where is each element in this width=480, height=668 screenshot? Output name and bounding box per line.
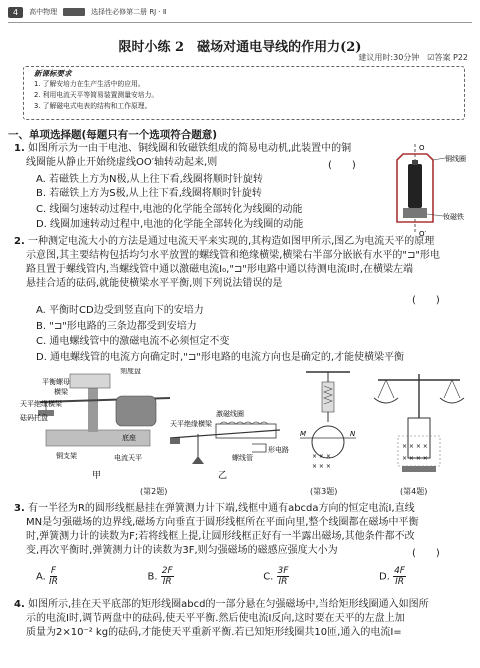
option-numerator: F <box>50 566 57 576</box>
label-circuit: 形电路 <box>268 446 289 454</box>
q2-line: 路且置于螺线管内,当螺线管中通以激磁电流I₀,"⊐"形电路中通以待测电流I时,在横梁左端 <box>26 264 414 275</box>
option-letter: D. <box>379 571 390 583</box>
q1-number: 1. <box>14 143 25 154</box>
label-nut: 平衡螺母 <box>42 378 70 386</box>
label-solenoid: 螺线管 <box>232 454 253 462</box>
fig-jia-label: 甲 <box>92 471 102 481</box>
q3-line: 变,再次平衡时,弹簧测力计的读数为3F,则匀强磁场的磁感应强度大小为 <box>26 545 338 556</box>
q4-line: 质量为2×10⁻² kg的砝码,才能使天平重新平衡.若已知矩形线圈共10匝,通入的电流I= <box>26 627 402 638</box>
q3-option-d <box>379 566 406 587</box>
title-meta <box>358 52 468 63</box>
q3-line: 时,弹簧测力计的读数为F;若将线框上提,让圆形线框正好有一半露出磁场,其他条件都不改 <box>26 531 415 542</box>
label-excitation-coil: 激磁线圈 <box>216 410 244 418</box>
q3-line: MN是匀强磁场的边界线,磁场方向垂直于圆形线框所在平面向里,整个线圈都在磁场中平衡 <box>26 517 419 528</box>
page-title: 限时小练 2 磁场对通电导线的作用力(2) <box>118 40 362 55</box>
option-numerator: 3F <box>277 566 289 576</box>
option-denominator: IR <box>162 577 172 587</box>
q3-option-b <box>148 566 174 587</box>
header-divider <box>8 22 472 23</box>
svg-text:× × ×: × × × <box>312 463 331 470</box>
caption-q3: (第3题) <box>310 487 338 496</box>
label-dial: 刻度盘 <box>120 368 141 375</box>
option-denominator: IR <box>49 577 58 587</box>
option-numerator: 2F <box>161 566 173 576</box>
q2-answer-paren: ( ) <box>412 295 440 306</box>
q1-text <box>14 142 351 170</box>
book-logo <box>63 8 85 16</box>
q4-text <box>14 598 429 640</box>
q2-option-b: B. "⊐"形电路的三条边都受到安培力 <box>36 321 197 332</box>
q2-text <box>14 235 474 291</box>
magnet-label: 钕磁铁 <box>443 213 464 221</box>
q1-option-b: B. 若磁铁上方为S极,从上往下看,线圈将顺时针旋转 <box>36 188 262 199</box>
caption-q4: (第4题) <box>400 487 428 496</box>
q3-option-a <box>36 566 58 587</box>
svg-text:M: M <box>300 430 307 438</box>
axis-label-top: O <box>419 144 425 152</box>
goal-item: 2. 利用电流天平等简易装置测量安培力。 <box>34 91 159 99</box>
q3-options <box>36 566 466 587</box>
q4-line: 如图所示,挂在天平底部的矩形线圈abcd的一部分悬在匀强磁场中,当给矩形线圈通入如图所 <box>27 599 429 610</box>
running-header <box>8 5 166 19</box>
q2-line: 悬挂合适的砝码,就能使横梁水平平衡,则下列说法错误的是 <box>26 278 283 289</box>
fig-yi-label: 乙 <box>218 471 228 481</box>
q1-line2: 线圈能从静止开始绕虚线OO′轴转动起来,则 <box>26 157 218 168</box>
label-beam: 横梁 <box>54 388 68 396</box>
option-letter: A. <box>36 571 46 583</box>
label-balance: 电流天平 <box>114 454 142 462</box>
q2-current-balance-figure <box>20 368 290 486</box>
q1-answer-paren: ( ) <box>328 160 356 171</box>
label-insulated-beam-b: 天平绝缘横梁 <box>170 420 212 428</box>
q3-number: 3. <box>14 503 25 514</box>
q1-motor-figure <box>375 140 475 240</box>
option-letter: C. <box>263 571 274 583</box>
caption-q2: (第2题) <box>140 487 168 496</box>
q3-spring-loop-figure <box>298 368 358 480</box>
q1-option-d: D. 线圈加速转动过程中,电池的化学能全部转化为线圈的动能 <box>36 219 304 230</box>
svg-text:N: N <box>350 430 356 438</box>
q4-number: 4. <box>14 599 25 610</box>
goal-item: 3. 了解磁电式电表的结构和工作原理。 <box>34 102 152 110</box>
option-numerator: 4F <box>394 566 405 576</box>
q3-text <box>14 502 418 558</box>
axis-label-bottom: O′ <box>419 230 427 238</box>
label-base: 底座 <box>122 434 136 442</box>
q2-option-d: D. 通电螺线管的电流方向确定时,"⊐"形电路的电流方向也是确定的,才能使横梁平衡 <box>36 352 404 363</box>
svg-text:× × ×: × × × <box>312 453 331 460</box>
q2-option-a: A. 平衡时CD边受到竖直向下的安培力 <box>36 305 204 316</box>
answer-page: 答案 P22 <box>434 53 468 62</box>
option-denominator: IR <box>395 577 404 587</box>
page-number: 4 <box>8 7 23 18</box>
q2-option-c: C. 通电螺线管中的激磁电流不必须恒定不变 <box>36 336 230 347</box>
q1-option-c: C. 线圈匀速转动过程中,电池的化学能全部转化为线圈的动能 <box>36 204 303 215</box>
label-support: 铜支架 <box>56 452 77 460</box>
option-denominator: IR <box>278 577 288 587</box>
q3-option-c <box>263 566 289 587</box>
suggested-time: 建议用时:30分钟 <box>358 53 420 62</box>
svg-text:× × × ×: × × × × <box>402 443 428 450</box>
option-letter: B. <box>147 571 158 583</box>
q2-line: 一种测定电流大小的方法是通过电流天平来实现的,其构造如图甲所示,图乙为电流天平的原理 <box>27 236 435 247</box>
section-title: 一、单项选择题(每题只有一个选项符合题意) <box>8 129 218 141</box>
running-title: 高中物理 <box>29 8 58 16</box>
q2-line: 示意图,其主要结构包括均匀水平放置的螺线管和绝缘横梁,横梁右半部分嵌嵌有水平的"⊐"形电 <box>26 250 440 261</box>
q4-balance-coil-figure <box>364 368 474 480</box>
coil-label: 铜线圈 <box>445 155 466 163</box>
q1-line1: 如图所示为一由干电池、铜线圈和钕磁铁组成的简易电动机,此装置中的铜 <box>27 143 352 154</box>
goals-heading: 新课标要求 <box>34 69 72 78</box>
check-icon: ☑ <box>427 53 435 62</box>
answer-ref <box>427 52 468 63</box>
q3-line: 有一半径为R的圆形线框悬挂在弹簧测力计下端,线框中通有abcda方向的恒定电流I,直线 <box>27 503 415 514</box>
label-insulated-beam: 天平绝缘横梁 <box>20 400 62 408</box>
q3-answer-paren: ( ) <box>412 548 440 559</box>
book-subtitle: 选择性必修第二册 RJ · Ⅱ <box>91 8 167 16</box>
q2-number: 2. <box>14 236 25 247</box>
label-weight-tray: 砝码托盘 <box>20 414 48 422</box>
q1-option-a: A. 若磁铁上方为N极,从上往下看,线圈将顺时针旋转 <box>36 174 263 185</box>
goal-item: 1. 了解安培力在生产生活中的应用。 <box>34 80 145 88</box>
q4-line: 示的电流I时,调节两盘中的砝码,使天平平衡.然后使电流I反向,这时要在天平的左盘上加 <box>26 613 405 624</box>
svg-text:× × × ×: × × × × <box>402 455 428 462</box>
